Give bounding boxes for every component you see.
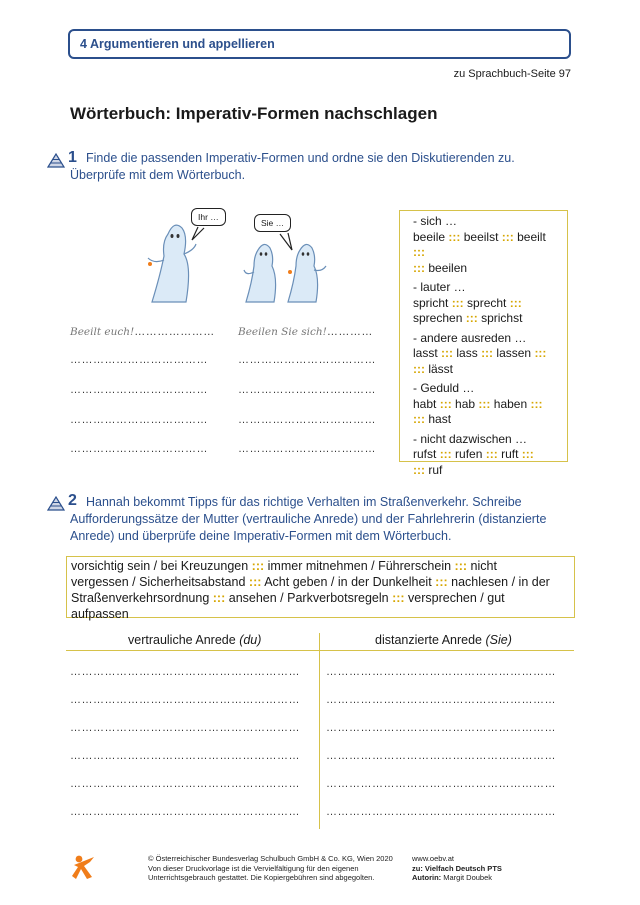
chapter-header [68,29,571,59]
answer-dots: …………………………………………………… [326,666,556,678]
answer-dots: ……………………………… [238,384,376,396]
verb-form-line [413,296,553,312]
verb-form: beeilen [428,260,468,275]
separator: ::: [509,295,522,310]
footer-zu-value: Vielfach Deutsch PTS [422,863,502,873]
answer-line-sie-1[interactable] [326,666,556,678]
answer-dots: …………………………………………………… [326,750,556,762]
phrase: Acht geben / in der Dunkelheit [264,575,432,589]
verb-form-line [413,362,553,378]
separator: ::: [441,346,454,360]
verb-form: lassen [496,346,532,360]
answer-line-sie-2[interactable] [326,694,556,706]
verb-form-box [399,210,568,477]
task-1-line-2: Überprüfe mit dem Wörterbuch. [70,168,246,182]
separator: ::: [413,260,425,275]
phrase: versprechen / gut [408,591,505,605]
separator: ::: [501,229,514,244]
separator: ::: [392,591,405,605]
speech-bubble-ihr-text: Ihr … [198,212,219,222]
answer-dots: ……………………………… [238,414,376,426]
separator: ::: [448,229,461,244]
answer-dots: ……………………………… [70,384,208,396]
phrase: vorsichtig sein / bei Kreuzungen [71,559,249,573]
phrase-line [71,590,570,606]
answer-dots: ……………………………… [70,443,208,455]
example-answer-right: Beeilen Sie sich! [238,326,327,338]
separator: ::: [435,575,448,589]
answer-line-du-6[interactable] [70,806,300,818]
task-1-number: 1 [68,149,77,166]
answer-dots: …………………………………………………… [326,778,556,790]
verb-form-line [413,447,553,463]
task-2-number: 2 [68,492,77,509]
verb-group-head: - andere ausreden … [413,330,527,345]
answer-line-right-1[interactable] [238,326,373,338]
phrase: vergessen / Sicherheitsabstand [71,575,246,589]
verb-form: rufen [455,447,483,461]
footer-zu-label: zu: [412,863,423,873]
verb-group [413,331,553,378]
column-head-du [128,633,261,647]
answer-line-right-2[interactable] [238,354,376,366]
separator: ::: [248,575,262,589]
speech-bubble-sie-text: Sie … [261,218,285,228]
verb-form-line [413,463,553,479]
verb-form: sprichst [481,311,523,325]
chapter-title: 4 Argumentieren und appellieren [80,37,275,51]
answer-dots: ………………… [134,326,215,338]
phrase-line [71,606,570,622]
phrase: nicht [470,559,497,573]
column-head-du-pronoun: (du) [239,633,262,647]
verb-form-line [413,397,553,413]
verb-form: beeile [413,229,446,244]
answer-dots: …………………………………………………… [326,722,556,734]
task-1-instruction [70,150,515,184]
footer-copyright-1: © Österreichischer Bundesverlag Schulbuch GmbH & Co. KG, Wien 2020 [148,854,393,863]
verb-group [413,280,553,327]
footer-website[interactable]: www.oebv.at [412,854,454,863]
answer-dots: …………………………………………………… [70,722,300,734]
answer-dots: ……………………………… [70,414,208,426]
footer-author-value: Margit Doubek [441,873,493,882]
footer-zu [412,864,502,874]
column-header-rule [66,650,574,651]
answer-line-left-1[interactable] [70,326,215,338]
answer-line-right-5[interactable] [238,443,376,455]
separator: ::: [413,462,425,477]
separator: ::: [251,559,265,573]
verb-form-line [413,230,553,261]
separator: ::: [521,447,534,461]
column-divider [319,633,320,829]
answer-dots: ……………………………… [70,354,208,366]
separator: ::: [451,295,464,310]
answer-line-du-3[interactable] [70,722,300,734]
answer-line-left-5[interactable] [70,443,208,455]
answer-dots: …………………………………………………… [70,778,300,790]
separator: ::: [413,245,425,259]
answer-dots: …………………………………………………… [70,694,300,706]
answer-dots: ……………………………… [238,443,376,455]
verb-form: beeilst [463,229,499,244]
footer-info [412,854,502,883]
separator: ::: [481,346,494,360]
phrase-box [66,556,575,621]
verb-form: ruft [501,447,519,461]
separator: ::: [439,396,452,411]
footer-author-label: Autorin: [412,873,442,882]
verb-form: sprecht [467,295,507,310]
separator: ::: [478,396,491,411]
separator: ::: [465,311,478,325]
verb-form: spricht [413,295,449,310]
footer-copyright [148,854,393,883]
footer-author [412,873,502,883]
phrase: Straßenverkehrsordnung [71,591,210,605]
column-head-du-label: vertrauliche Anrede [128,633,240,647]
answer-line-du-1[interactable] [70,666,300,678]
phrase-line [71,574,570,590]
task-triangle-icon [46,495,66,511]
verb-group-head: - Geduld … [413,381,475,395]
footer-copyright-3: Unterrichtsgebrauch gestattet. Die Kopiergebühren sind abgegolten. [148,873,375,882]
example-answer-left: Beeilt euch! [70,326,135,338]
verb-group [413,432,553,479]
column-head-sie-pronoun: (Sie) [485,633,512,647]
verb-group-head: - nicht dazwischen … [413,431,528,446]
ghost-figure-icon [140,206,340,310]
phrase: nachlesen / in der [451,575,550,589]
separator: ::: [454,559,468,573]
verb-form: beeilt [517,229,546,244]
verb-group-head: - sich … [413,214,458,228]
verb-form: hab [455,396,476,411]
task-2-instruction [70,494,546,545]
answer-line-sie-3[interactable] [326,722,556,734]
answer-line-sie-5[interactable] [326,778,556,790]
column-head-sie-label: distanzierte Anrede [375,633,486,647]
verb-form: lässt [428,361,454,376]
verb-group-head: - lauter … [413,280,466,294]
verb-form: lass [456,346,478,360]
task-2-line-3: Anrede) und überprüfe deine Imperativ-Formen mit dem Wörterbuch. [70,529,452,543]
answer-line-left-4[interactable] [70,414,208,426]
answer-dots: …………………………………………………… [70,666,300,678]
task-2-line-2: Aufforderungssätze der Mutter (vertrauliche Anrede) und der Fahrlehrerin (distanzierte [70,512,547,526]
verb-form: rufst [413,447,437,461]
verb-form-line [413,261,553,277]
separator: ::: [534,346,547,360]
answer-dots: …………………………………………………… [70,806,300,818]
column-head-sie [375,633,512,647]
answer-line-du-4[interactable] [70,750,300,762]
footer-copyright-2: Von dieser Druckvorlage ist die Vervielfältigung für den eigenen [148,863,359,873]
verb-form: habt [413,396,437,411]
answer-line-left-3[interactable] [70,384,208,396]
verb-form: hast [428,412,452,426]
answer-line-right-3[interactable] [238,384,376,396]
verb-form: ruf [428,462,443,477]
separator: ::: [413,361,425,376]
oebv-logo-icon [70,853,98,881]
task-2-line-1: Hannah bekommt Tipps für das richtige Verhalten im Straßenverkehr. Schreibe [86,495,522,509]
separator: ::: [212,591,226,605]
phrase: immer mitnehmen / Führerschein [267,559,452,573]
phrase: aufpassen [71,607,129,621]
verb-form: haben [493,396,528,411]
answer-dots: ……………………………… [238,354,376,366]
verb-form-line [413,346,553,362]
separator: ::: [530,396,543,411]
separator: ::: [485,447,498,461]
answer-line-left-2[interactable] [70,354,208,366]
verb-form-line [413,311,553,327]
answer-dots: …………………………………………………… [70,750,300,762]
verb-form-line [413,412,553,428]
page-reference: zu Sprachbuch-Seite 97 [453,68,571,80]
separator: ::: [413,412,425,426]
phrase-line [71,558,570,574]
answer-line-du-2[interactable] [70,694,300,706]
answer-dots: …………………………………………………… [326,806,556,818]
task-1-line-1: Finde die passenden Imperativ-Formen und ordne sie den Diskutierenden zu. [86,151,515,165]
phrase: ansehen / Parkverbotsregeln [228,591,389,605]
answer-line-right-4[interactable] [238,414,376,426]
verb-form: sprechen [413,311,463,325]
ghost-illustration [140,206,340,310]
answer-dots: ………… [326,326,373,338]
separator: ::: [439,447,452,461]
answer-line-du-5[interactable] [70,778,300,790]
task-triangle-icon [46,152,66,168]
verb-group [413,214,553,276]
answer-line-sie-4[interactable] [326,750,556,762]
verb-group [413,381,553,428]
answer-dots: …………………………………………………… [326,694,556,706]
worksheet-title: Wörterbuch: Imperativ-Formen nachschlagen [70,104,438,123]
answer-line-sie-6[interactable] [326,806,556,818]
verb-form: lasst [413,346,438,360]
